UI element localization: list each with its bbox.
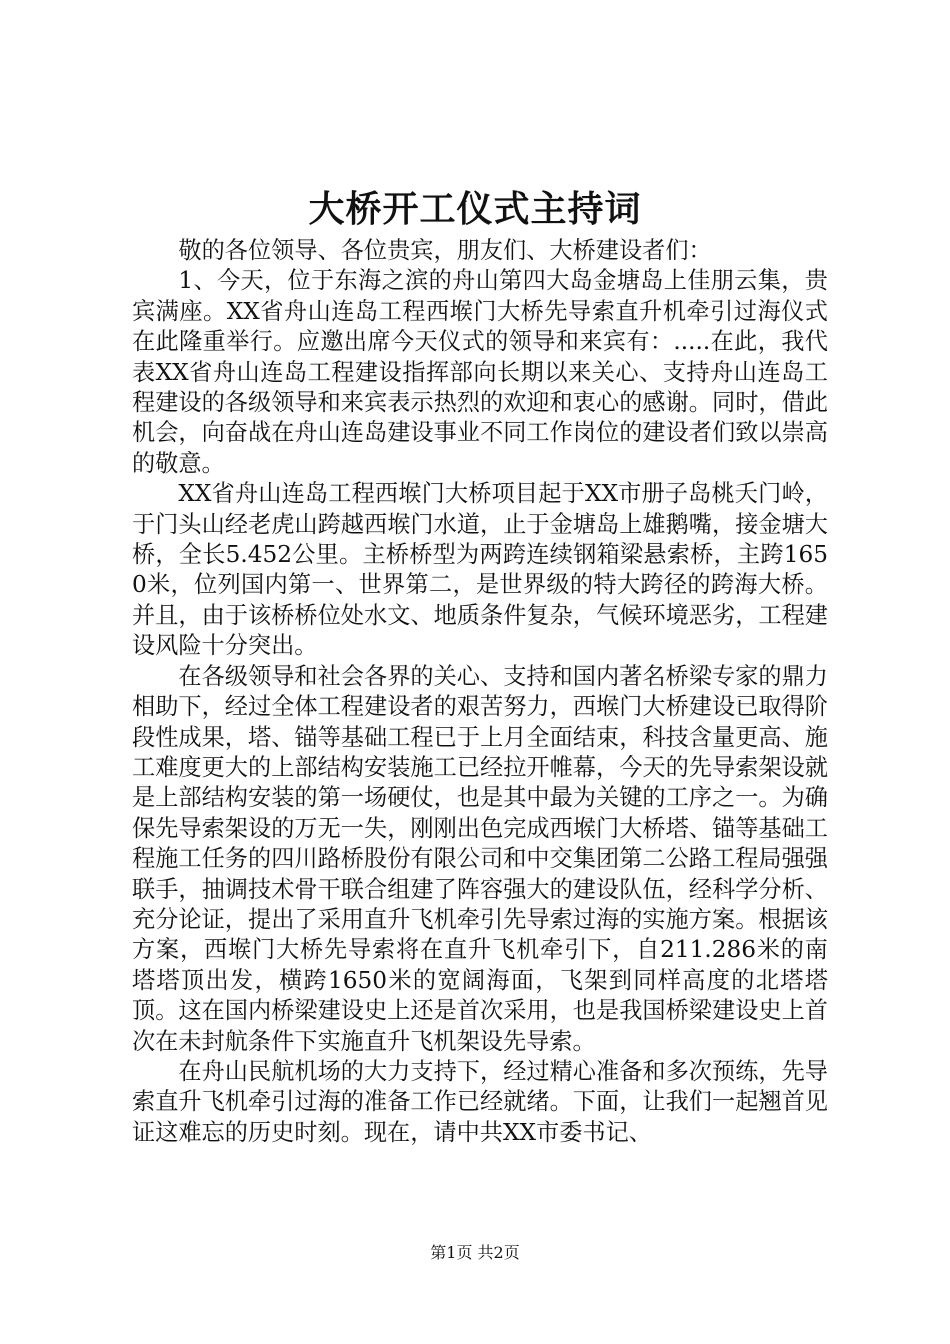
paragraph-ceremony-start: 在舟山民航机场的大力支持下，经过精心准备和多次预练，先导索直升飞机牵引过海的准备工作已经就绪。下面，让我们一起翘首见证这难忘的历史时刻。现在，请中共XX市委书记、 xyxy=(132,1057,828,1146)
page-footer: 第1页 共2页 xyxy=(430,1243,520,1262)
paragraph-greeting: 敬的各位领导、各位贵宾，朋友们、大桥建设者们： xyxy=(178,237,712,264)
document-title: 大桥开工仪式主持词 xyxy=(308,188,642,230)
paragraph-opening: 1、今天，位于东海之滨的舟山第四大岛金塘岛上佳朋云集，贵宾满座。XX省舟山连岛工程西堠门大桥先导索直升机牵引过海仪式在此隆重举行。应邀出席今天仪式的领导和来宾有：.....在此，我代表XX省舟山连岛工程建设指挥部向长期以来关心、支持舟山连岛工程建设的各级领导和来宾表示热烈的欢迎和衷心的感谢。同时，借此机会，向奋战在舟山连岛建设事业不同工作岗位的建设者们致以崇高的敬意。 xyxy=(132,267,828,477)
paragraph-construction-progress: 在各级领导和社会各界的关心、支持和国内著名桥梁专家的鼎力相助下，经过全体工程建设者的艰苦努力，西堠门大桥建设已取得阶段性成果，塔、锚等基础工程已于上月全面结束，科技含量更高、施工难度更大的上部结构安装施工已经拉开帷幕，今天的先导索架设就是上部结构安装的第一场硬仗，也是其中最为关键的工序之一。为确保先导索架设的万无一失，刚刚出色完成西堠门大桥塔、锚等基础工程施工任务的四川路桥股份有限公司和中交集团第二公路工程局强强联手，抽调技术骨干联合组建了阵容强大的建设队伍，经科学分析、充分论证，提出了采用直升飞机牵引先导索过海的实施方案。根据该方案，西堠门大桥先导索将在直升飞机牵引下，自211.286米的南塔塔顶出发，横跨1650米的宽阔海面，飞架到同样高度的北塔塔顶。这在国内桥梁建设史上还是首次采用，也是我国桥梁建设史上首次在未封航条件下实施直升飞机架设先导索。 xyxy=(132,662,828,1055)
paragraph-project-overview: XX省舟山连岛工程西堠门大桥项目起于XX市册子岛桃夭门岭，于门头山经老虎山跨越西堠门水道，止于金塘岛上雄鹅嘴，接金塘大桥，全长5.452公里。主桥桥型为两跨连续钢箱梁悬索桥，主跨1650米，位列国内第一、世界第二，是世界级的特大跨径的跨海大桥。并且，由于该桥桥位处水文、地质条件复杂，气候环境恶劣，工程建设风险十分突出。 xyxy=(132,480,828,660)
document-body xyxy=(132,236,828,1148)
